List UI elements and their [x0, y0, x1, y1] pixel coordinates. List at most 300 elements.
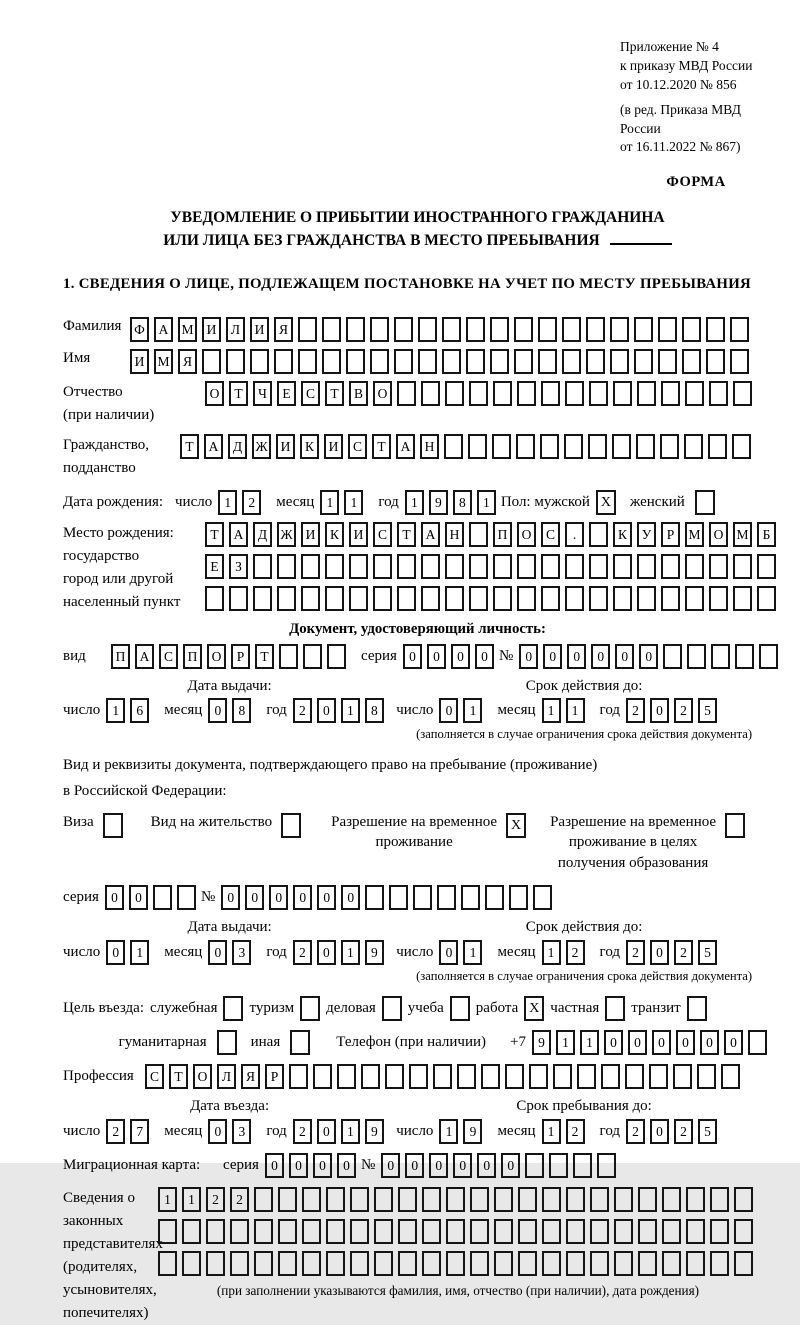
char-box[interactable]: С — [348, 434, 367, 459]
char-box[interactable] — [565, 554, 584, 579]
char-box[interactable] — [529, 1064, 548, 1089]
res-expiry-month-input[interactable] — [542, 940, 590, 965]
char-box[interactable] — [422, 1187, 441, 1212]
char-box[interactable] — [514, 349, 533, 374]
char-box[interactable]: Т — [229, 381, 248, 406]
char-box[interactable] — [565, 586, 584, 611]
char-box[interactable] — [625, 1064, 644, 1089]
char-box[interactable]: 0 — [313, 1153, 332, 1178]
char-box[interactable]: Ф — [130, 317, 149, 342]
char-box[interactable]: 0 — [265, 1153, 284, 1178]
char-box[interactable] — [492, 434, 511, 459]
char-box[interactable] — [278, 1251, 297, 1276]
char-box[interactable]: 2 — [293, 1119, 312, 1144]
char-box[interactable]: 0 — [221, 885, 240, 910]
char-box[interactable] — [322, 317, 341, 342]
char-box[interactable]: Б — [757, 522, 776, 547]
char-box[interactable] — [610, 317, 629, 342]
char-box[interactable] — [610, 349, 629, 374]
char-box[interactable]: 2 — [626, 940, 645, 965]
char-box[interactable]: О — [373, 381, 392, 406]
char-box[interactable]: 2 — [674, 1119, 693, 1144]
doc-series-input[interactable] — [403, 644, 499, 669]
char-box[interactable] — [313, 1064, 332, 1089]
char-box[interactable]: 0 — [105, 885, 124, 910]
residence-permit-checkbox[interactable] — [281, 813, 301, 838]
char-box[interactable] — [278, 1219, 297, 1244]
char-box[interactable] — [298, 349, 317, 374]
sex-female-checkbox[interactable] — [695, 490, 715, 515]
char-box[interactable] — [398, 1251, 417, 1276]
char-box[interactable] — [337, 1064, 356, 1089]
char-box[interactable] — [562, 349, 581, 374]
char-box[interactable]: 0 — [317, 885, 336, 910]
res-number-input[interactable] — [221, 885, 557, 910]
char-box[interactable]: 0 — [724, 1030, 743, 1055]
char-box[interactable]: И — [349, 522, 368, 547]
representatives-row3-input[interactable] — [158, 1251, 758, 1276]
doc-number-input[interactable] — [519, 644, 783, 669]
birth-month-input[interactable] — [320, 490, 368, 515]
char-box[interactable] — [469, 586, 488, 611]
char-box[interactable]: 1 — [218, 490, 237, 515]
char-box[interactable] — [226, 349, 245, 374]
char-box[interactable]: М — [154, 349, 173, 374]
char-box[interactable]: 0 — [405, 1153, 424, 1178]
char-box[interactable] — [421, 586, 440, 611]
char-box[interactable]: И — [130, 349, 149, 374]
char-box[interactable]: Ч — [253, 381, 272, 406]
char-box[interactable]: 8 — [232, 698, 251, 723]
char-box[interactable] — [350, 1251, 369, 1276]
purpose-transit-checkbox[interactable] — [687, 996, 707, 1021]
char-box[interactable] — [466, 317, 485, 342]
char-box[interactable] — [577, 1064, 596, 1089]
entry-year-input[interactable] — [293, 1119, 389, 1144]
char-box[interactable]: . — [565, 522, 584, 547]
char-box[interactable] — [706, 349, 725, 374]
char-box[interactable]: 1 — [182, 1187, 201, 1212]
char-box[interactable]: 0 — [245, 885, 264, 910]
char-box[interactable] — [422, 1219, 441, 1244]
char-box[interactable]: 1 — [341, 698, 360, 723]
char-box[interactable] — [437, 885, 456, 910]
char-box[interactable]: 0 — [628, 1030, 647, 1055]
char-box[interactable]: 5 — [698, 1119, 717, 1144]
char-box[interactable] — [661, 381, 680, 406]
char-box[interactable]: К — [613, 522, 632, 547]
char-box[interactable]: 2 — [674, 940, 693, 965]
char-box[interactable]: 0 — [269, 885, 288, 910]
char-box[interactable] — [444, 434, 463, 459]
char-box[interactable] — [686, 1251, 705, 1276]
char-box[interactable] — [326, 1219, 345, 1244]
char-box[interactable] — [206, 1251, 225, 1276]
char-box[interactable] — [397, 554, 416, 579]
char-box[interactable] — [490, 349, 509, 374]
entry-day-input[interactable] — [106, 1119, 154, 1144]
char-box[interactable] — [490, 317, 509, 342]
char-box[interactable]: И — [250, 317, 269, 342]
char-box[interactable] — [254, 1251, 273, 1276]
char-box[interactable] — [614, 1187, 633, 1212]
char-box[interactable]: 0 — [477, 1153, 496, 1178]
char-box[interactable] — [517, 381, 536, 406]
char-box[interactable] — [373, 586, 392, 611]
char-box[interactable]: Е — [205, 554, 224, 579]
char-box[interactable] — [469, 554, 488, 579]
char-box[interactable] — [542, 1187, 561, 1212]
char-box[interactable]: 0 — [439, 698, 458, 723]
birth-place-row2-input[interactable] — [205, 554, 781, 579]
char-box[interactable] — [730, 349, 749, 374]
char-box[interactable] — [735, 644, 754, 669]
char-box[interactable] — [277, 586, 296, 611]
char-box[interactable]: 0 — [591, 644, 610, 669]
char-box[interactable]: 1 — [477, 490, 496, 515]
char-box[interactable] — [485, 885, 504, 910]
char-box[interactable] — [493, 554, 512, 579]
char-box[interactable] — [710, 1219, 729, 1244]
char-box[interactable] — [206, 1219, 225, 1244]
char-box[interactable] — [514, 317, 533, 342]
char-box[interactable] — [421, 381, 440, 406]
char-box[interactable] — [158, 1219, 177, 1244]
char-box[interactable]: 0 — [639, 644, 658, 669]
char-box[interactable]: Т — [397, 522, 416, 547]
doc-expiry-year-input[interactable] — [626, 698, 722, 723]
char-box[interactable]: 0 — [293, 885, 312, 910]
char-box[interactable] — [708, 434, 727, 459]
char-box[interactable]: А — [204, 434, 223, 459]
char-box[interactable] — [518, 1219, 537, 1244]
char-box[interactable] — [470, 1187, 489, 1212]
char-box[interactable]: 1 — [320, 490, 339, 515]
char-box[interactable]: 0 — [208, 698, 227, 723]
char-box[interactable] — [253, 586, 272, 611]
char-box[interactable]: 2 — [566, 940, 585, 965]
char-box[interactable]: У — [637, 522, 656, 547]
char-box[interactable] — [182, 1251, 201, 1276]
char-box[interactable] — [590, 1251, 609, 1276]
char-box[interactable]: И — [276, 434, 295, 459]
char-box[interactable]: 2 — [566, 1119, 585, 1144]
char-box[interactable] — [481, 1064, 500, 1089]
char-box[interactable]: 1 — [580, 1030, 599, 1055]
char-box[interactable] — [518, 1187, 537, 1212]
char-box[interactable] — [205, 586, 224, 611]
char-box[interactable] — [590, 1219, 609, 1244]
char-box[interactable] — [253, 554, 272, 579]
char-box[interactable]: И — [324, 434, 343, 459]
char-box[interactable]: Ж — [252, 434, 271, 459]
char-box[interactable]: Т — [325, 381, 344, 406]
char-box[interactable] — [542, 1251, 561, 1276]
char-box[interactable]: 9 — [463, 1119, 482, 1144]
char-box[interactable] — [446, 1219, 465, 1244]
char-box[interactable] — [469, 381, 488, 406]
char-box[interactable]: 2 — [293, 698, 312, 723]
char-box[interactable]: Р — [231, 644, 250, 669]
mc-series-input[interactable] — [265, 1153, 361, 1178]
char-box[interactable] — [433, 1064, 452, 1089]
char-box[interactable] — [682, 349, 701, 374]
char-box[interactable]: 9 — [365, 1119, 384, 1144]
char-box[interactable] — [638, 1219, 657, 1244]
birth-year-input[interactable] — [405, 490, 501, 515]
char-box[interactable]: 2 — [626, 698, 645, 723]
char-box[interactable] — [661, 554, 680, 579]
char-box[interactable]: И — [301, 522, 320, 547]
char-box[interactable]: Т — [169, 1064, 188, 1089]
char-box[interactable]: 0 — [106, 940, 125, 965]
char-box[interactable]: 7 — [130, 1119, 149, 1144]
char-box[interactable]: 0 — [317, 1119, 336, 1144]
char-box[interactable] — [538, 349, 557, 374]
char-box[interactable]: Р — [661, 522, 680, 547]
char-box[interactable]: 2 — [626, 1119, 645, 1144]
res-series-input[interactable] — [105, 885, 201, 910]
stay-month-input[interactable] — [542, 1119, 590, 1144]
char-box[interactable] — [445, 554, 464, 579]
char-box[interactable] — [612, 434, 631, 459]
char-box[interactable] — [466, 349, 485, 374]
char-box[interactable]: 0 — [652, 1030, 671, 1055]
char-box[interactable]: П — [493, 522, 512, 547]
char-box[interactable] — [589, 586, 608, 611]
purpose-private-checkbox[interactable] — [605, 996, 625, 1021]
stay-year-input[interactable] — [626, 1119, 722, 1144]
doc-issue-year-input[interactable] — [293, 698, 389, 723]
char-box[interactable] — [637, 586, 656, 611]
char-box[interactable] — [398, 1219, 417, 1244]
char-box[interactable] — [397, 586, 416, 611]
char-box[interactable] — [589, 522, 608, 547]
char-box[interactable] — [327, 644, 346, 669]
char-box[interactable]: Н — [420, 434, 439, 459]
mc-number-input[interactable] — [381, 1153, 621, 1178]
char-box[interactable] — [709, 381, 728, 406]
char-box[interactable] — [734, 1219, 753, 1244]
representatives-row2-input[interactable] — [158, 1219, 758, 1244]
char-box[interactable] — [177, 885, 196, 910]
char-box[interactable] — [721, 1064, 740, 1089]
char-box[interactable] — [734, 1187, 753, 1212]
char-box[interactable] — [541, 586, 560, 611]
char-box[interactable] — [370, 317, 389, 342]
patronymic-input[interactable] — [205, 381, 757, 406]
char-box[interactable] — [685, 586, 704, 611]
char-box[interactable] — [566, 1251, 585, 1276]
char-box[interactable]: 0 — [317, 940, 336, 965]
char-box[interactable]: С — [145, 1064, 164, 1089]
char-box[interactable] — [566, 1187, 585, 1212]
char-box[interactable]: 2 — [106, 1119, 125, 1144]
entry-month-input[interactable] — [208, 1119, 256, 1144]
char-box[interactable]: 2 — [230, 1187, 249, 1212]
char-box[interactable] — [613, 381, 632, 406]
char-box[interactable]: Я — [241, 1064, 260, 1089]
char-box[interactable]: 2 — [206, 1187, 225, 1212]
char-box[interactable] — [685, 554, 704, 579]
char-box[interactable] — [397, 381, 416, 406]
profession-input[interactable] — [145, 1064, 745, 1089]
char-box[interactable] — [661, 586, 680, 611]
char-box[interactable]: 0 — [501, 1153, 520, 1178]
char-box[interactable] — [586, 349, 605, 374]
char-box[interactable] — [394, 349, 413, 374]
char-box[interactable]: 3 — [232, 1119, 251, 1144]
char-box[interactable] — [361, 1064, 380, 1089]
char-box[interactable]: А — [396, 434, 415, 459]
char-box[interactable]: 0 — [129, 885, 148, 910]
char-box[interactable]: 2 — [293, 940, 312, 965]
char-box[interactable] — [613, 586, 632, 611]
char-box[interactable] — [684, 434, 703, 459]
char-box[interactable]: 0 — [403, 644, 422, 669]
char-box[interactable]: 0 — [341, 885, 360, 910]
char-box[interactable]: 0 — [543, 644, 562, 669]
name-input[interactable] — [130, 349, 754, 374]
char-box[interactable] — [349, 586, 368, 611]
char-box[interactable] — [549, 1153, 568, 1178]
char-box[interactable]: 0 — [427, 644, 446, 669]
char-box[interactable]: 1 — [106, 698, 125, 723]
char-box[interactable] — [445, 381, 464, 406]
char-box[interactable]: Т — [205, 522, 224, 547]
char-box[interactable] — [733, 586, 752, 611]
res-expiry-year-input[interactable] — [626, 940, 722, 965]
char-box[interactable] — [442, 349, 461, 374]
char-box[interactable]: 0 — [700, 1030, 719, 1055]
char-box[interactable] — [658, 317, 677, 342]
sex-male-checkbox[interactable]: X — [596, 490, 616, 515]
purpose-commercial-checkbox[interactable] — [382, 996, 402, 1021]
char-box[interactable] — [662, 1251, 681, 1276]
char-box[interactable]: К — [300, 434, 319, 459]
visa-checkbox[interactable] — [103, 813, 123, 838]
char-box[interactable]: Л — [226, 317, 245, 342]
char-box[interactable] — [254, 1187, 273, 1212]
char-box[interactable] — [710, 1187, 729, 1212]
char-box[interactable] — [349, 554, 368, 579]
char-box[interactable] — [445, 586, 464, 611]
char-box[interactable] — [697, 1064, 716, 1089]
char-box[interactable] — [590, 1187, 609, 1212]
char-box[interactable] — [509, 885, 528, 910]
char-box[interactable] — [586, 317, 605, 342]
char-box[interactable]: 5 — [698, 940, 717, 965]
char-box[interactable] — [686, 1219, 705, 1244]
char-box[interactable] — [446, 1187, 465, 1212]
char-box[interactable]: О — [709, 522, 728, 547]
char-box[interactable]: Т — [372, 434, 391, 459]
char-box[interactable]: С — [373, 522, 392, 547]
res-expiry-day-input[interactable] — [439, 940, 487, 965]
char-box[interactable]: 6 — [130, 698, 149, 723]
char-box[interactable]: 3 — [232, 940, 251, 965]
char-box[interactable] — [757, 554, 776, 579]
purpose-tourism-checkbox[interactable] — [300, 996, 320, 1021]
char-box[interactable]: 9 — [429, 490, 448, 515]
char-box[interactable] — [553, 1064, 572, 1089]
edu-permit-checkbox[interactable] — [725, 813, 745, 838]
res-issue-year-input[interactable] — [293, 940, 389, 965]
char-box[interactable] — [649, 1064, 668, 1089]
char-box[interactable] — [421, 554, 440, 579]
char-box[interactable]: Т — [180, 434, 199, 459]
char-box[interactable] — [346, 317, 365, 342]
char-box[interactable]: 2 — [242, 490, 261, 515]
char-box[interactable]: М — [685, 522, 704, 547]
char-box[interactable]: О — [193, 1064, 212, 1089]
char-box[interactable] — [350, 1219, 369, 1244]
char-box[interactable] — [589, 381, 608, 406]
char-box[interactable] — [638, 1187, 657, 1212]
char-box[interactable]: 1 — [542, 1119, 561, 1144]
char-box[interactable]: 0 — [208, 940, 227, 965]
char-box[interactable]: Д — [253, 522, 272, 547]
char-box[interactable] — [322, 349, 341, 374]
char-box[interactable] — [370, 349, 389, 374]
char-box[interactable] — [660, 434, 679, 459]
birth-day-input[interactable] — [218, 490, 266, 515]
char-box[interactable] — [461, 885, 480, 910]
char-box[interactable] — [711, 644, 730, 669]
char-box[interactable]: 0 — [604, 1030, 623, 1055]
char-box[interactable] — [589, 554, 608, 579]
char-box[interactable] — [298, 317, 317, 342]
char-box[interactable]: О — [207, 644, 226, 669]
char-box[interactable] — [636, 434, 655, 459]
surname-input[interactable] — [130, 317, 754, 342]
char-box[interactable] — [493, 381, 512, 406]
char-box[interactable]: 9 — [365, 940, 384, 965]
char-box[interactable] — [494, 1251, 513, 1276]
char-box[interactable] — [230, 1219, 249, 1244]
char-box[interactable]: 0 — [676, 1030, 695, 1055]
char-box[interactable]: 0 — [289, 1153, 308, 1178]
representatives-row1-input[interactable] — [158, 1187, 758, 1212]
char-box[interactable] — [706, 317, 725, 342]
char-box[interactable] — [230, 1251, 249, 1276]
char-box[interactable] — [394, 317, 413, 342]
char-box[interactable] — [634, 349, 653, 374]
char-box[interactable] — [457, 1064, 476, 1089]
char-box[interactable] — [374, 1187, 393, 1212]
birth-place-row3-input[interactable] — [205, 586, 781, 611]
char-box[interactable] — [613, 554, 632, 579]
char-box[interactable]: 1 — [542, 698, 561, 723]
birth-place-row1-input[interactable] — [205, 522, 781, 547]
char-box[interactable] — [709, 554, 728, 579]
char-box[interactable] — [326, 1187, 345, 1212]
char-box[interactable]: 0 — [337, 1153, 356, 1178]
char-box[interactable] — [494, 1219, 513, 1244]
char-box[interactable] — [254, 1219, 273, 1244]
char-box[interactable]: 1 — [341, 940, 360, 965]
char-box[interactable] — [302, 1251, 321, 1276]
char-box[interactable] — [734, 1251, 753, 1276]
char-box[interactable]: 8 — [365, 698, 384, 723]
doc-kind-input[interactable] — [111, 644, 351, 669]
char-box[interactable] — [413, 885, 432, 910]
char-box[interactable] — [516, 434, 535, 459]
char-box[interactable]: 0 — [451, 644, 470, 669]
char-box[interactable] — [325, 586, 344, 611]
doc-issue-month-input[interactable] — [208, 698, 256, 723]
char-box[interactable]: 0 — [429, 1153, 448, 1178]
